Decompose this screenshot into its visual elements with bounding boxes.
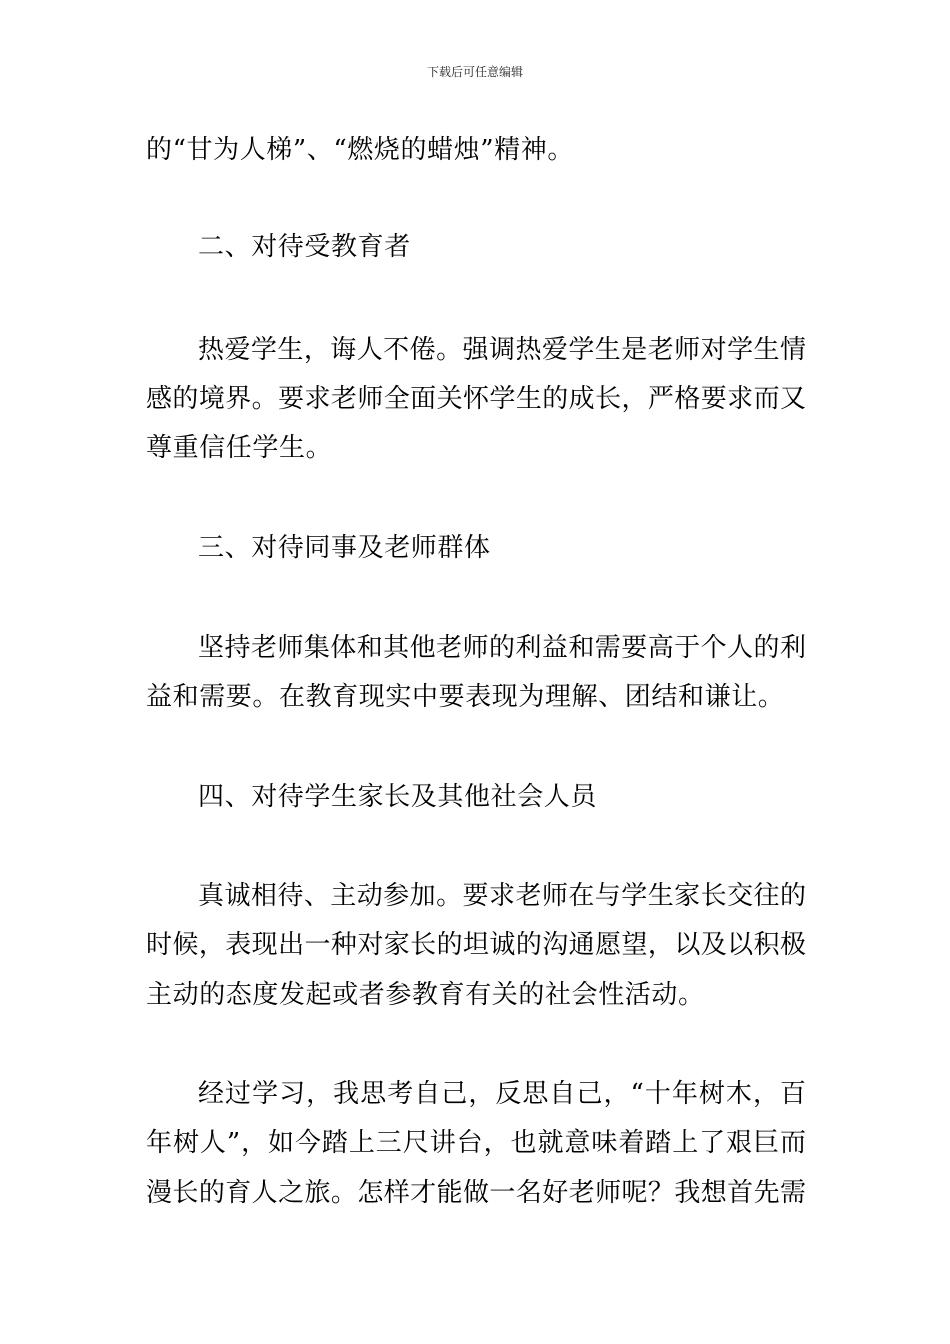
section-heading: 四、对待学生家长及其他社会人员: [198, 782, 598, 812]
paragraph-line: 感的境界。要求老师全面关怀学生的成长，严格要求而又: [146, 384, 806, 414]
paragraph-line: 主动的态度发起或者参教育有关的社会性活动。: [146, 980, 705, 1010]
section-heading: 三、对待同事及老师群体: [198, 533, 491, 563]
section-heading: 二、对待受教育者: [198, 232, 411, 262]
paragraph-line: 真诚相待、主动参加。要求老师在与学生家长交往的: [198, 881, 806, 911]
paragraph-line: 漫长的育人之旅。怎样才能做一名好老师呢？我想首先需: [146, 1178, 806, 1208]
paragraph-line: 时候，表现出一种对家长的坦诚的沟通愿望，以及以积极: [146, 930, 806, 960]
paragraph-line: 经过学习，我思考自己，反思自己，“十年树木，百: [198, 1079, 806, 1109]
paragraph-line: 尊重信任学生。: [146, 433, 333, 463]
paragraph-line: 坚持老师集体和其他老师的利益和需要高于个人的利: [198, 633, 806, 663]
paragraph-line: 益和需要。在教育现实中要表现为理解、团结和谦让。: [146, 682, 785, 712]
paragraph-line: 年树人”，如今踏上三尺讲台，也就意味着踏上了艰巨而: [146, 1128, 806, 1158]
paragraph-line: 的“甘为人梯”、“燃烧的蜡烛”精神。: [146, 135, 574, 165]
paragraph-line: 热爱学生，诲人不倦。强调热爱学生是老师对学生情: [198, 335, 806, 365]
page-header: 下载后可任意编辑: [426, 65, 523, 79]
